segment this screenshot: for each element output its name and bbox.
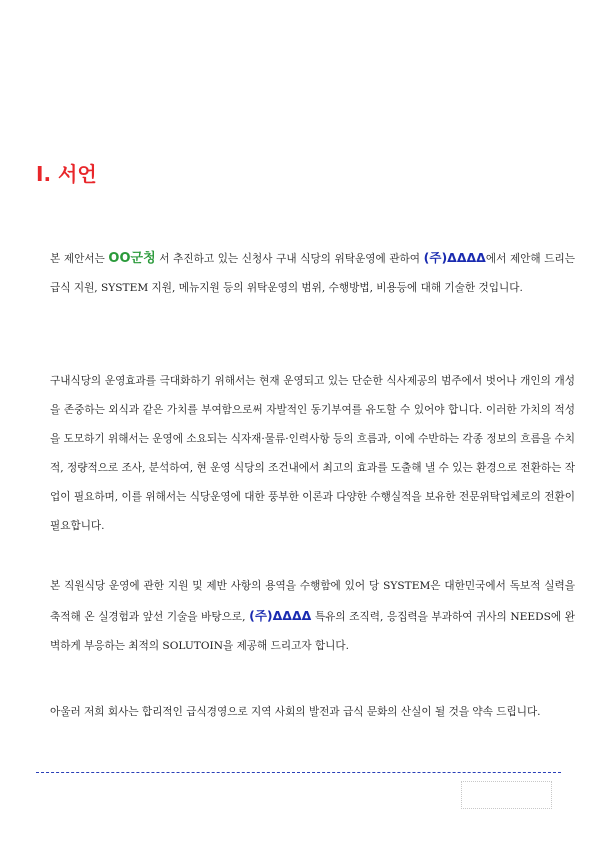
intro-paragraph-1 — [36, 243, 575, 303]
p3-text-b: 특유의 조직력, 응집력을 부과하여 귀사의 NEEDS에 완벽하게 부응하는 최적의 SOLUTOIN을 제공해 드리고자 합니다. — [50, 611, 575, 652]
section-heading: Ⅰ. 서언 — [36, 162, 97, 186]
p1-text-c: 에서 제안해 드리는 급식 지원, SYSTEM 지원, 메뉴지원 등의 위탁운영의 범위, 수행방법, 비용등에 대해 기술한 것입니다. — [50, 253, 575, 294]
org-name: OO군청 — [108, 251, 156, 266]
intro-paragraph-4: 아울러 저희 회사는 합리적인 급식경영으로 지역 사회의 발전과 급식 문화의 산실이 될 것을 약속 드립니다. — [50, 706, 541, 718]
intro-paragraph-2: 구내식당의 운영효과를 극대화하기 위해서는 현재 운영되고 있는 단순한 식사제공의 범주에서 벗어나 개인의 개성을 존중하는 외식과 같은 가치를 부여함으로써 자발적인 동기부여를 유도할 수 있어야 합니다. 이러한 가치의 적성을 도모하기 위해서는 운영에 소요되는 식자재·물류·인력사항 등의 흐름과, 이에 수반하는 각종 정보의 흐름을 수치적, 정량적으로 조사, 분석하여, 현 운영 식당의 조건내에서 최고의 효과를 도출해 낼 수 있는 환경으로 전환하는 작업이 필요하며, 이를 위해서는 식당운영에 대한 풍부한 이론과 다양한 수행실적을 보유한 전문위탁업체로의 전환이 필요합니다. — [50, 375, 575, 532]
p1-text-a: 본 제안서는 — [50, 253, 109, 265]
footer-divider — [36, 772, 561, 773]
company-name-2: (주)ΔΔΔΔ — [249, 608, 312, 623]
footer-box — [461, 781, 552, 809]
company-name: (주)ΔΔΔΔ — [423, 250, 486, 265]
intro-paragraph-3 — [36, 572, 575, 661]
p1-text-b: 서 추진하고 있는 신청사 구내 식당의 위탁운영에 관하여 — [155, 253, 424, 265]
p3-text-a: 본 직원식당 운영에 관한 지원 및 제반 사항의 용역을 수행함에 있어 당 SYSTEM은 대한민국에서 독보적 실력을 축적해 온 실경험과 앞선 기술을 바탕으로, — [50, 580, 575, 623]
